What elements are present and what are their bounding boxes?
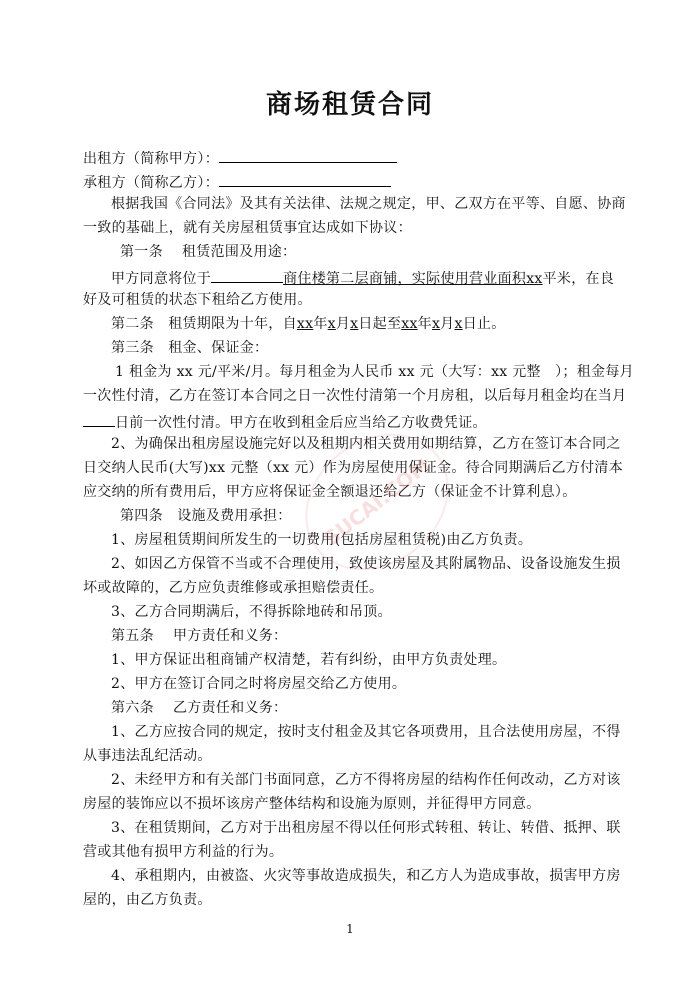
article-5-item-2: 2、甲方在签订合同之时将房屋交给乙方使用。 (111, 676, 407, 692)
article-1-line-1 (111, 266, 651, 289)
article-3-p1-text: 日前一次性付清。甲方在收到租金后应当给乙方收费凭证。 (115, 415, 487, 431)
page-number: 1 (346, 922, 354, 936)
start-month: x (327, 316, 336, 332)
month-label: 月 (440, 316, 455, 332)
article-3-p1-line-1: 1 租金为 xx 元/平米/月。每月租金为人民币 xx 元（大写：xx 元整 ）；租金每月 (115, 364, 634, 380)
watermark-seal: SUCAI.COM (278, 406, 476, 599)
lessor-blank[interactable] (219, 146, 397, 163)
start-day: x (350, 316, 359, 332)
area-value: xx (526, 271, 543, 287)
end-month: x (431, 316, 441, 332)
article-2-line (111, 314, 651, 334)
lessee-line (83, 170, 623, 193)
article-4-item-1: 1、房屋租赁期间所发生的一切费用(包括房屋租赁税)由乙方负责。 (111, 532, 533, 548)
article-3-p1-line-3 (83, 410, 623, 433)
day-label: 日起至 (358, 316, 402, 332)
end-year: xx (401, 316, 418, 332)
article-4-item-2-line-2: 坏或故障的，乙方应负责维修或承担赔偿责任。 (83, 580, 384, 596)
article-1-text-c: 平米，在良 (542, 271, 615, 287)
article-3-p2-line-1: 2、为确保出租房屋设施完好以及租期内相关费用如期结算，乙方在签订本合同之 (111, 436, 621, 452)
article-5-item-1: 1、甲方保证出租商铺产权清楚，若有纠纷，由甲方负责处理。 (111, 652, 507, 668)
article-1-heading: 第一条 租赁范围及用途： (120, 244, 297, 260)
document-title: 商场租赁合同 (265, 90, 434, 120)
lessee-label: 承租方（简称乙方）： (83, 175, 219, 191)
article-1-text-b: 商住楼第二层商铺，实际使用营业面积 (283, 271, 527, 287)
article-1-text-a: 甲方同意将位于 (111, 271, 212, 287)
article-2-text: 第二条 租赁期限为十年，自 (111, 316, 297, 332)
year-label: 年 (313, 316, 328, 332)
article-3-p1-line-2: 一次性付清，乙方在签订本合同之日一次性付清第一个月房租，以后每月租金均在当月 (83, 388, 627, 404)
end-label: 日止。 (462, 316, 506, 332)
article-1-line-2: 好及可租赁的状态下租给乙方使用。 (83, 292, 312, 308)
article-6-item-2-line-2: 房屋的装饰应以不损坏该房产整体结构和设施为原则，并征得甲方同意。 (83, 796, 541, 812)
month-label: 月 (335, 316, 351, 332)
lessee-blank[interactable] (219, 170, 391, 187)
intro-line-2: 一致的基础上，就有关房屋租赁事宜达成如下协议： (83, 220, 412, 236)
payment-day-blank[interactable] (83, 410, 115, 427)
article-4-heading: 第四条 设施及费用承担： (120, 508, 292, 524)
article-6-item-3-line-1: 3、在租赁期间，乙方对于出租房屋不得以任何形式转租、转让、转借、抵押、联 (111, 820, 621, 836)
intro-line-1: 根据我国《合同法》及其有关法律、法规之规定，甲、乙双方在平等、自愿、协商 (111, 196, 626, 212)
article-3-heading: 第三条 租金、保证金： (111, 340, 269, 356)
article-6-item-2-line-1: 2、未经甲方和有关部门书面同意，乙方不得将房屋的结构作任何改动，乙方对该 (111, 772, 621, 788)
article-6-item-1-line-2: 从事违法乱纪活动。 (83, 748, 212, 764)
end-day: x (454, 316, 463, 332)
year-label: 年 (417, 316, 432, 332)
article-6-item-1-line-1: 1、乙方应按合同的规定，按时支付租金及其它各项费用，且合法使用房屋，不得 (111, 724, 621, 740)
article-3-p2-line-3: 应交纳的所有费用后，甲方应将保证金全额退还给乙方（保证金不计算利息）。 (83, 484, 577, 500)
article-3-p2-line-2: 日交纳人民币(大写)xx 元整（xx 元）作为房屋使用保证金。待合同期满后乙方付清本 (83, 460, 624, 476)
lessor-line (83, 146, 623, 169)
article-6-item-3-line-2: 营或其他有损甲方利益的行为。 (83, 844, 284, 860)
article-4-item-2-line-1: 2、如因乙方保管不当或不合理使用，致使该房屋及其附属物品、设备设施发生损 (111, 556, 621, 572)
lessor-label: 出租方（简称甲方）： (83, 151, 219, 167)
article-6-item-4-line-1: 4、承租期内，由被盗、火灾等事故造成损失，和乙方人为造成事故，损害甲方房 (111, 868, 621, 884)
article-4-item-3: 3、乙方合同期满后，不得拆除地砖和吊顶。 (111, 604, 392, 620)
location-blank[interactable] (211, 266, 283, 283)
start-year: xx (296, 316, 314, 332)
article-6-item-4-line-2: 屋的，由乙方负责。 (83, 892, 212, 908)
article-6-heading: 第六条 乙方责任和义务： (111, 700, 288, 716)
article-5-heading: 第五条 甲方责任和义务： (111, 628, 288, 644)
